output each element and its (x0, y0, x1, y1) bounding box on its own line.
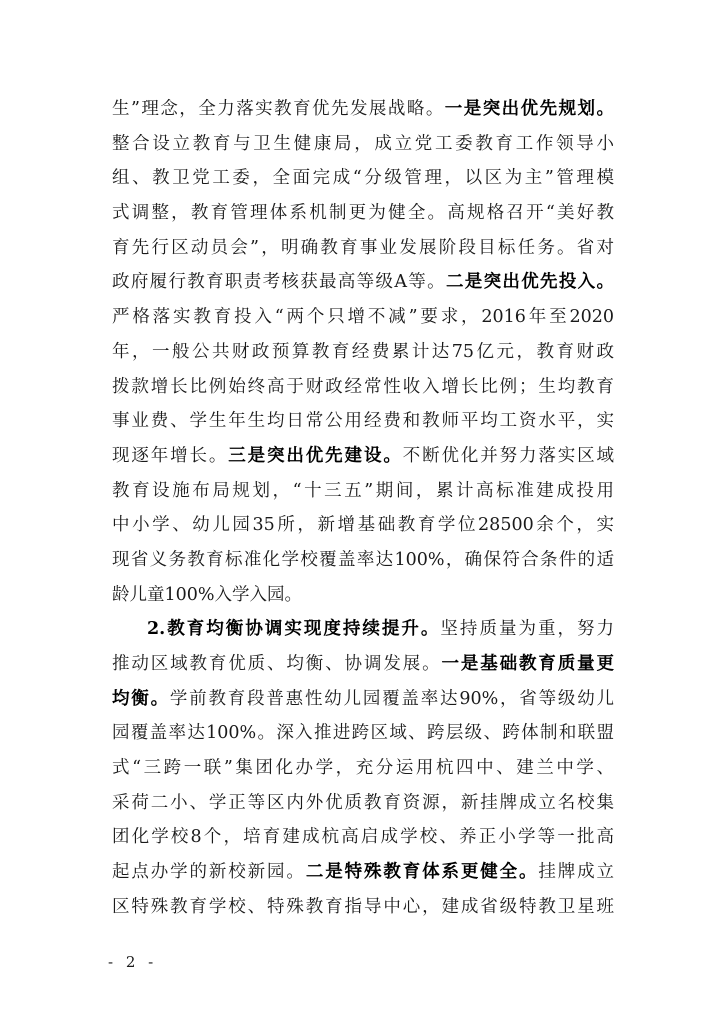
body-text (112, 92, 614, 925)
text-line (112, 820, 614, 855)
text-segment: 不断优化并努力落实区域 (402, 445, 614, 466)
text-line (112, 751, 614, 786)
text-segment: 中小学、幼儿园35所，新增基础教育学位28500余个，实 (112, 515, 614, 536)
text-line (112, 890, 614, 925)
bold-text-segment: 均衡。 (112, 688, 170, 709)
text-segment: 政府履行教育职责考核获最高等级A等。 (112, 272, 446, 293)
text-line (112, 716, 614, 751)
text-segment: 现省义务教育标准化学校覆盖率达100%，确保符合条件的适 (112, 549, 614, 570)
text-line (112, 196, 614, 231)
text-segment: 起点办学的新校新园。 (112, 862, 306, 883)
text-line (112, 300, 614, 335)
text-line (112, 508, 614, 543)
text-line (112, 404, 614, 439)
text-line (112, 612, 614, 647)
bold-text-segment: 二是突出优先投入。 (445, 272, 614, 293)
text-segment: 式“三跨一联”集团化办学，充分运用杭四中、建兰中学、 (112, 758, 614, 779)
bold-text-segment: 一是突出优先规划。 (444, 99, 614, 119)
bold-text-segment: 二是特殊教育体系更健全。 (305, 862, 539, 883)
text-segment: 育先行区动员会”，明确教育事业发展阶段目标任务。省对 (112, 237, 614, 258)
text-line (112, 127, 614, 162)
text-line (112, 647, 614, 682)
text-segment: 龄儿童100%入学入园。 (112, 584, 303, 605)
text-line (112, 92, 614, 127)
text-segment: 整合设立教育与卫生健康局，成立党工委教育工作领导小 (112, 133, 614, 154)
text-line (112, 682, 614, 717)
text-line (112, 439, 614, 474)
text-segment: 推动区域教育优质、均衡、协调发展。 (112, 654, 442, 674)
text-segment: 组、教卫党工委，全面完成“分级管理，以区为主”管理模 (112, 168, 614, 189)
text-segment: 生”理念，全力落实教育优先发展战略。 (112, 99, 445, 119)
text-line (112, 578, 614, 613)
page-number: - 2 - (108, 953, 158, 971)
text-segment: 拨款增长比例始终高于财政经常性收入增长比例；生均教育 (112, 376, 614, 397)
text-line (112, 265, 614, 300)
bold-text-segment: 三是突出优先建设。 (228, 445, 403, 466)
text-segment: 严格落实教育投入“两个只增不减”要求，2016年至2020 (112, 307, 614, 328)
text-line (112, 474, 614, 509)
text-line (112, 370, 614, 405)
text-line (112, 161, 614, 196)
text-line (112, 786, 614, 821)
text-segment: 事业费、学生年生均日常公用经费和教师平均工资水平，实 (112, 411, 614, 432)
text-segment: 式调整，教育管理体系机制更为健全。高规格召开“美好教 (112, 203, 614, 224)
text-line (112, 543, 614, 578)
text-segment: 坚持质量为重，努力 (440, 619, 614, 640)
text-segment: 采荷二小、学正等区内外优质教育资源，新挂牌成立名校集 (112, 792, 614, 813)
text-segment: 区特殊教育学校、特殊教育指导中心，建成省级特教卫星班 (112, 896, 614, 917)
text-segment: 年，一般公共财政预算教育经费累计达75亿元，教育财政 (112, 341, 614, 362)
text-segment: 园覆盖率达100%。深入推进跨区域、跨层级、跨体制和联盟 (112, 723, 614, 744)
text-segment: 挂牌成立 (538, 862, 614, 883)
text-segment: 现逐年增长。 (112, 445, 229, 466)
text-line (112, 335, 614, 370)
text-segment: 团化学校8个，培育建成杭高启成学校、养正小学等一批高 (112, 827, 614, 848)
text-segment: 教育设施布局规划，“十三五”期间，累计高标准建成投用 (112, 480, 614, 501)
text-segment: 学前教育段普惠性幼儿园覆盖率达90%，省等级幼儿 (169, 688, 614, 709)
text-line (112, 231, 614, 266)
text-line (112, 855, 614, 890)
bold-text-segment: 一是基础教育质量更 (441, 654, 614, 674)
bold-text-segment: 2.教育均衡协调实现度持续提升。 (147, 619, 441, 640)
